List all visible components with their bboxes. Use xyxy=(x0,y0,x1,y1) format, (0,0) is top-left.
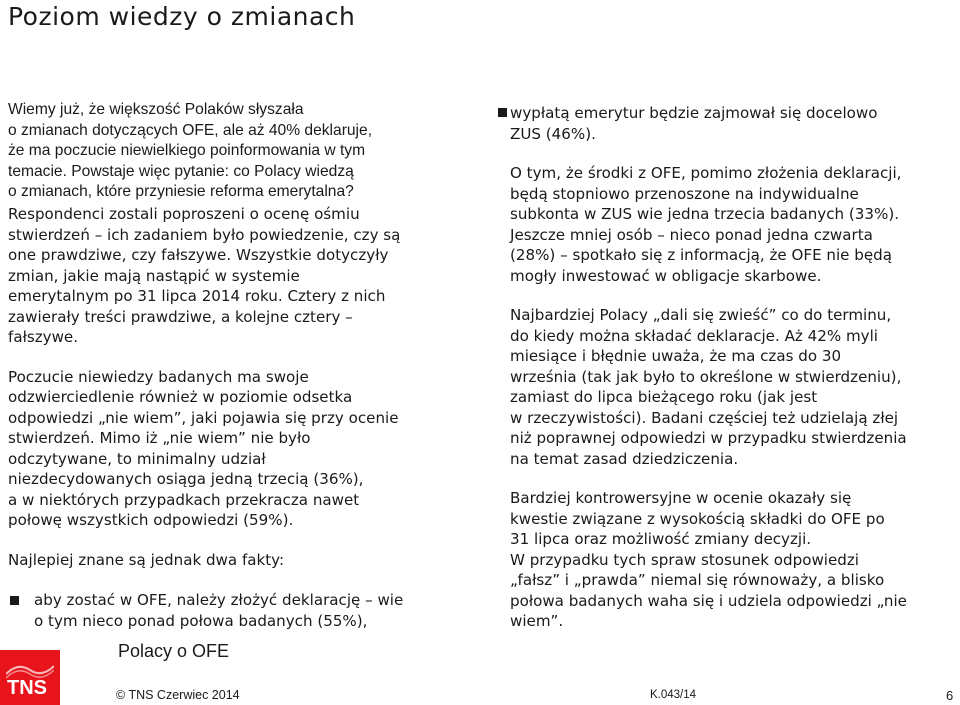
logo-text: TNS xyxy=(7,677,47,699)
deadline-paragraph: Najbardziej Polacy „dali się zwieść” co do terminu, do kiedy można składać deklaracje. Aż 42% myli miesiące i błędnie uważa, że ma czas do 30 września (tak jak było to określone w stwierdzeniu), zamiast do lipca bieżącego roku (jak jest w rzeczywistości). Badani częściej też udzielają złej niż poprawnej odpowiedzi w przypadku stwierdzenia na temat zasad dziedziczenia. xyxy=(510,306,907,468)
copyright-text: © TNS Czerwiec 2014 xyxy=(116,688,240,702)
subaccounts-paragraph: O tym, że środki z OFE, pomimo złożenia deklaracji, będą stopniowo przenoszone na indywidualne subkonta w ZUS wie jedna trzecia badanych (33%). Jeszcze mniej osób – nieco ponad jedna czwarta (28%) – spotkało się z informacją, że OFE nie będą mogły inwestować w obligacje skarbowe. xyxy=(510,164,902,285)
tns-logo xyxy=(0,650,60,705)
bullet-square-icon xyxy=(10,596,19,605)
uncertainty-paragraph: Poczucie niewiedzy badanych ma swoje odzwierciedlenie również w poziomie odsetka odpowiedzi „nie wiem”, jaki pojawia się przy ocenie stwierdzeń. Mimo iż „nie wiem” nie było odczytywane, to minimalny udział niezdecydowanych osiąga jedną trzecią (36%), a w niektórych przypadkach przekracza nawet połowę wszystkich odpowiedzi (59%). xyxy=(8,367,399,529)
left-column-body xyxy=(8,204,458,631)
bullet-item-declaration: aby zostać w OFE, należy złożyć deklarację – wie o tym nieco ponad połowa badanych (55%), xyxy=(8,590,458,631)
respondents-paragraph: Respondenci zostali poproszeni o ocenę ośmiu stwierdzeń – ich zadaniem było powiedzenie, czy są one prawdziwe, czy fałszywe. Wszystkie dotyczyły zmian, jakie mają nastąpić w systemie emerytalnym po 31 lipca 2014 roku. Cztery z nich zawierały treści prawdziwe, a kolejne cztery – fałszywe. xyxy=(8,205,401,346)
page-number: 6 xyxy=(946,688,954,703)
bullet-square-icon xyxy=(498,108,507,117)
report-code: K.043/14 xyxy=(650,689,697,701)
page-title: Poziom wiedzy o zmianach xyxy=(8,2,356,31)
right-column xyxy=(510,103,958,632)
known-facts-intro: Najlepiej znane są jednak dwa fakty: xyxy=(8,550,285,569)
bullet-item-zus: wypłatą emerytur będzie zajmował się docelowo ZUS (46%). xyxy=(510,103,958,144)
left-column xyxy=(8,100,453,203)
controversial-paragraph: Bardziej kontrowersyjne w ocenie okazały się kwestie związane z wysokością składki do OFE po 31 lipca oraz możliwość zmiany decyzji. W przypadku tych spraw stosunek odpowiedzi „fałsz” i „prawda” niemal się równoważy, a blisko połowa badanych waha się i udziela odpowiedzi „nie wiem”. xyxy=(510,489,907,630)
footer-title: Polacy o OFE xyxy=(118,641,230,661)
intro-paragraph: Wiemy już, że większość Polaków słyszała o zmianach dotyczących OFE, ale aż 40% deklaruje, że ma poczucie niewielkiego poinformowania w tym temacie. Powstaje więc pytanie: co Polacy wiedzą o zmianach, które przyniesie reforma emerytalna? xyxy=(8,101,373,201)
